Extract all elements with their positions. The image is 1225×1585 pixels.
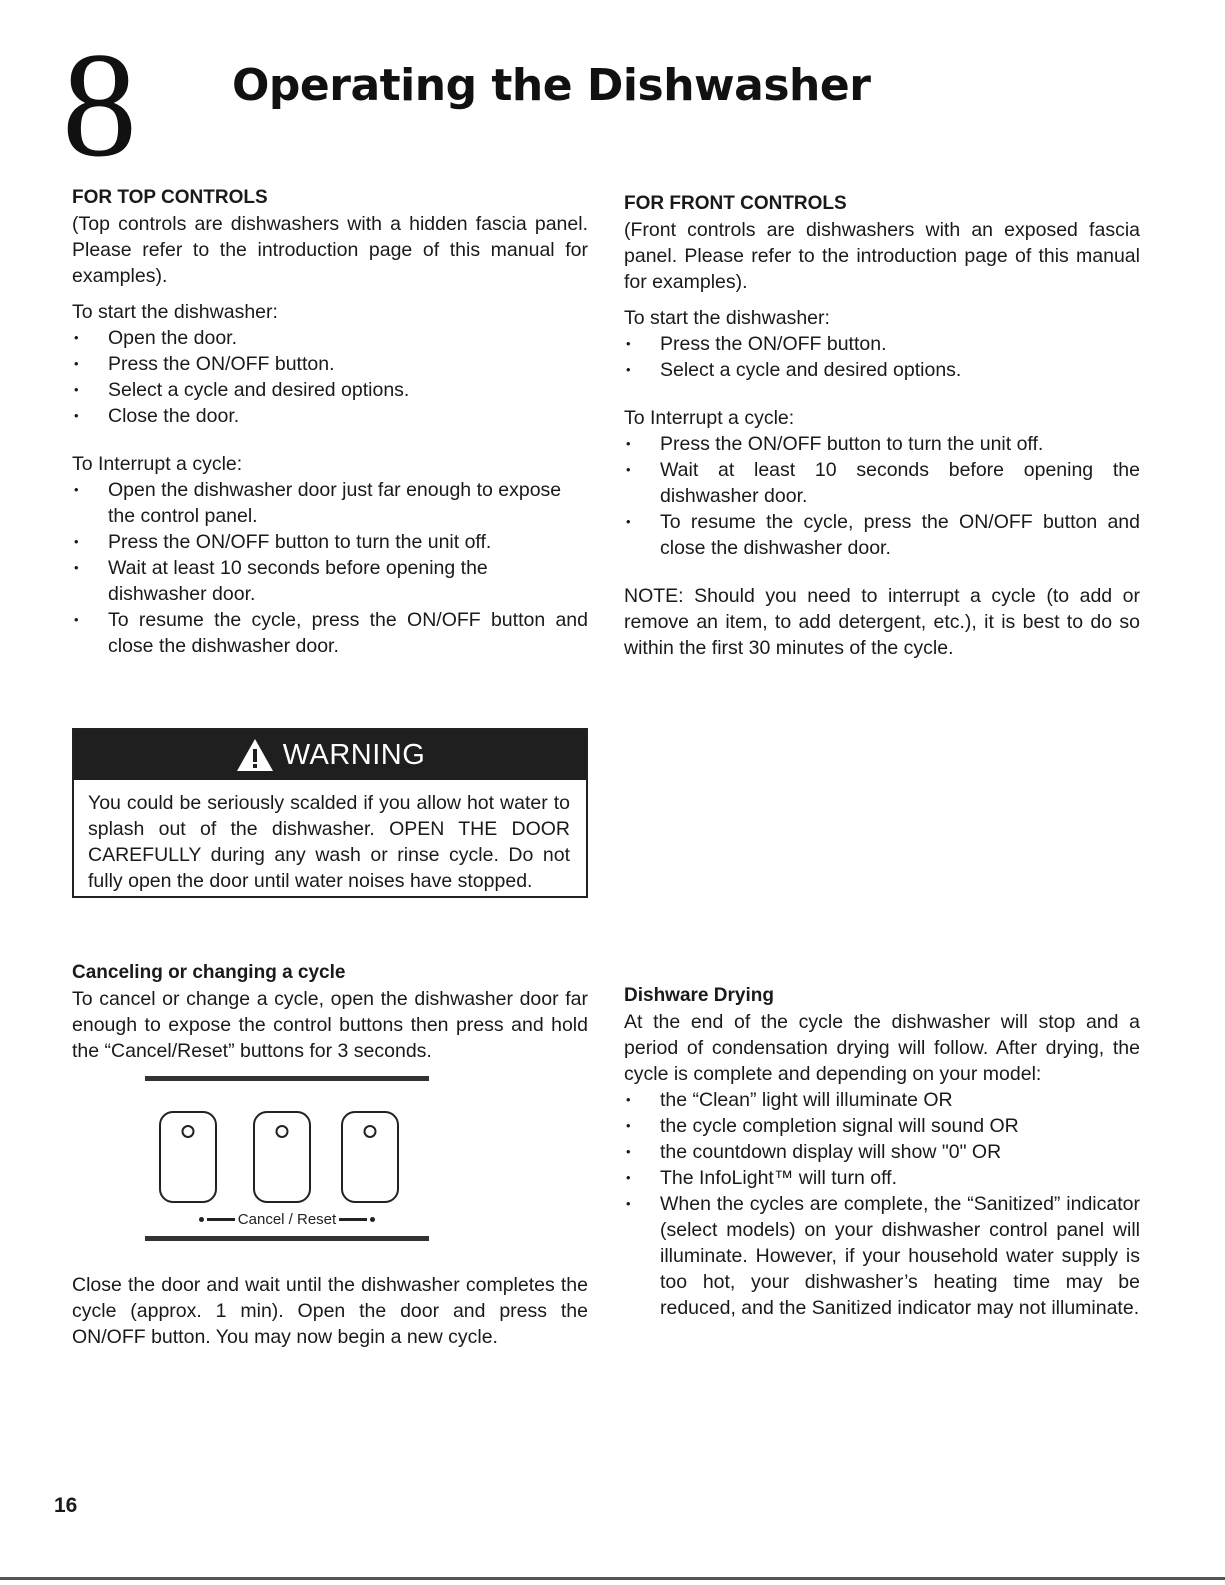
control-button-left: [159, 1111, 217, 1203]
bottom-rule: [0, 1577, 1225, 1580]
warning-title: WARNING: [282, 738, 426, 771]
list-item: • Press the ON/OFF button.: [72, 351, 588, 377]
page-number: 16: [54, 1494, 78, 1517]
front-interrupt-label: To Interrupt a cycle:: [624, 407, 795, 429]
control-button-middle: [253, 1111, 311, 1203]
indicator-light-icon: [276, 1125, 289, 1138]
page-title: Operating the Dishwasher: [232, 60, 871, 111]
front-start-steps: [624, 331, 1140, 383]
list-item: • the countdown display will show "0" OR: [624, 1139, 1140, 1165]
list-item: • Select a cycle and desired options.: [624, 357, 1140, 383]
figure-bottom-rule: [145, 1236, 429, 1241]
cancel-reset-label: [145, 1211, 429, 1228]
drying-section: [624, 983, 1140, 1321]
warning-box: [72, 728, 588, 898]
front-note: NOTE: Should you need to interrupt a cycle (to add or remove an item, to add detergent, etc.), it is best to do so within the first 30 minutes of the cycle.: [624, 585, 1140, 659]
list-item: • Press the ON/OFF button to turn the unit off.: [72, 529, 588, 555]
list-item: • Open the door.: [72, 325, 588, 351]
list-item: • Wait at least 10 seconds before opening the dishwasher door.: [624, 457, 1140, 509]
indicator-light-icon: [182, 1125, 195, 1138]
chapter-number: 8: [62, 22, 137, 188]
front-controls-intro: (Front controls are dishwashers with an exposed fascia panel. Please refer to the introduction page of this manual for examples).: [624, 219, 1140, 293]
figure-top-rule: [145, 1076, 429, 1081]
list-item: • the cycle completion signal will sound OR: [624, 1113, 1140, 1139]
warning-header: [74, 730, 586, 780]
front-start-label: To start the dishwasher:: [624, 307, 830, 329]
top-interrupt-label: To Interrupt a cycle:: [72, 453, 243, 475]
canceling-after-text: Close the door and wait until the dishwasher completes the cycle (approx. 1 min). Open the door and press the ON/OFF button. You may now begin a new cycle.: [72, 1274, 588, 1348]
control-button-right: [341, 1111, 399, 1203]
top-start-steps: [72, 325, 588, 429]
list-item: • Wait at least 10 seconds before opening the dishwasher door.: [72, 555, 588, 607]
canceling-section: [72, 960, 588, 1064]
list-item: • Press the ON/OFF button.: [624, 331, 1140, 357]
cancel-reset-text: Cancel / Reset: [237, 1211, 337, 1228]
canceling-text: To cancel or change a cycle, open the dishwasher door far enough to expose the control buttons then press and hold the “Cancel/Reset” buttons for 3 seconds.: [72, 988, 588, 1062]
canceling-heading: Canceling or changing a cycle: [72, 962, 346, 983]
list-item: • Press the ON/OFF button to turn the unit off.: [624, 431, 1140, 457]
top-controls-section: [72, 185, 588, 659]
indicator-light-icon: [364, 1125, 377, 1138]
top-start-label: To start the dishwasher:: [72, 301, 278, 323]
warning-text: You could be seriously scalded if you allow hot water to splash out of the dishwasher. OPEN THE DOOR CAREFULLY during any wash or rinse cycle. Do not fully open the door until water noises have stopped.: [88, 792, 570, 892]
list-item: • The InfoLight™ will turn off.: [624, 1165, 1140, 1191]
canceling-after: [72, 1272, 588, 1350]
list-item: • Open the dishwasher door just far enough to expose the control panel.: [72, 477, 588, 529]
list-item: • Close the door.: [72, 403, 588, 429]
front-interrupt-steps: [624, 431, 1140, 561]
top-controls-heading: FOR TOP CONTROLS: [72, 187, 268, 208]
top-interrupt-steps: [72, 477, 588, 659]
cancel-reset-figure: [145, 1076, 429, 1246]
list-item: • To resume the cycle, press the ON/OFF button and close the dishwasher door.: [624, 509, 1140, 561]
list-item: • When the cycles are complete, the “Sanitized” indicator (select models) on your dishwasher control panel will illuminate. However, if your household water supply is too hot, your dishwasher’s heating time may be reduced, and the Sanitized indicator may not illuminate.: [624, 1191, 1140, 1321]
drying-items: [624, 1087, 1140, 1321]
front-controls-section: [624, 191, 1140, 661]
top-controls-intro: (Top controls are dishwashers with a hidden fascia panel. Please refer to the introduction page of this manual for examples).: [72, 213, 588, 287]
drying-heading: Dishware Drying: [624, 985, 774, 1006]
front-controls-heading: FOR FRONT CONTROLS: [624, 193, 847, 214]
list-item: • To resume the cycle, press the ON/OFF button and close the dishwasher door.: [72, 607, 588, 659]
warning-triangle-icon: [235, 737, 275, 773]
list-item: • the “Clean” light will illuminate OR: [624, 1087, 1140, 1113]
list-item: • Select a cycle and desired options.: [72, 377, 588, 403]
drying-text: At the end of the cycle the dishwasher will stop and a period of condensation drying will follow. After drying, the cycle is complete and depending on your model:: [624, 1011, 1140, 1085]
